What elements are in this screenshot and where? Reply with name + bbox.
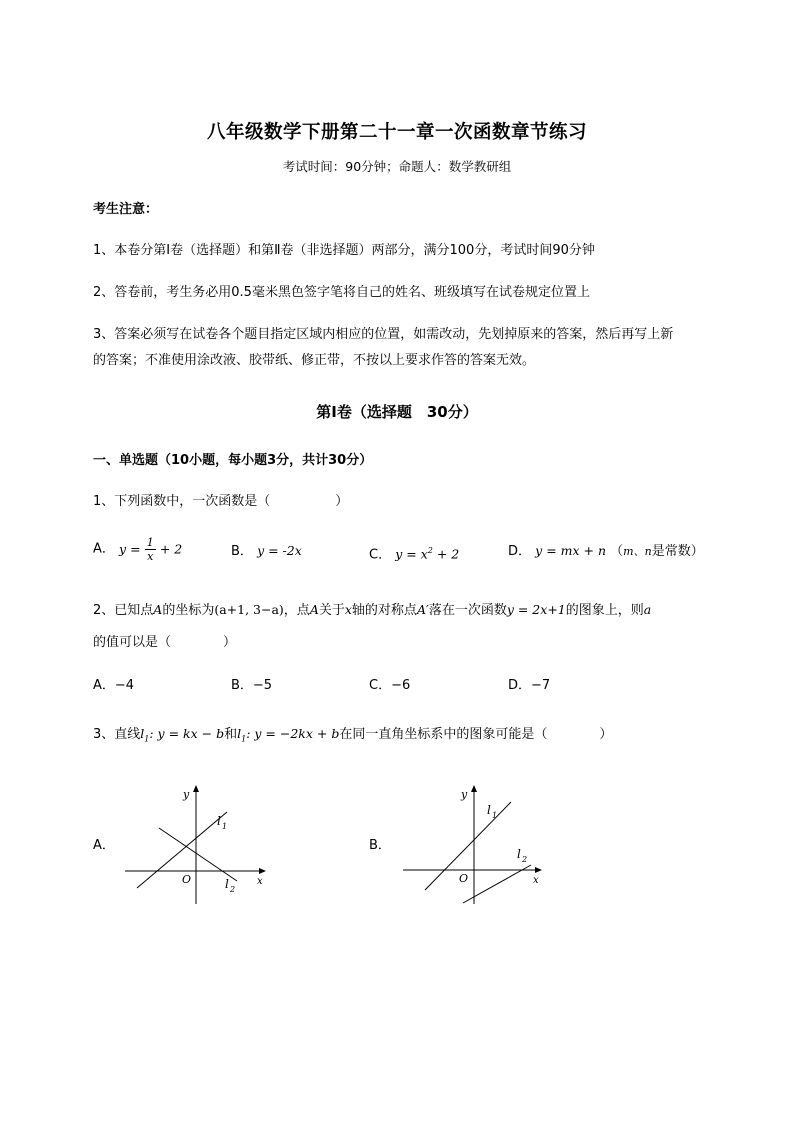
q3-text-2: 和	[224, 727, 238, 742]
q3-line-1-subscript: 1	[144, 734, 150, 744]
l1-label: l	[487, 803, 491, 817]
q1-option-d	[508, 541, 704, 562]
q1-option-a-denominator: x	[147, 550, 154, 563]
q1-option-a	[93, 536, 182, 566]
q2-var-a-2: A	[309, 602, 319, 617]
q3-line-2-subscript: 1	[241, 734, 247, 744]
origin-label: O	[459, 872, 469, 885]
section-title: 第I卷（选择题 30分）	[316, 403, 478, 421]
q1-option-a-rhs: + 2	[159, 541, 183, 557]
q1-option-a-lhs: y =	[119, 541, 141, 557]
l1-subscript: 1	[222, 822, 228, 831]
q2-coordinate: (a+1, 3−a)	[214, 602, 284, 617]
q1-stem: 1、下列函数中，一次函数是（ ）	[93, 494, 349, 509]
q3-stem	[93, 724, 612, 750]
q3-text-1: 3、直线	[93, 727, 141, 742]
q1-option-c-label: C．	[369, 547, 392, 563]
x-label: x	[257, 876, 263, 887]
q3-text-3: 在同一直角坐标系中的图象可能是（ ）	[339, 727, 613, 742]
q1-option-a-label: A．	[93, 541, 115, 557]
q1-option-c-lhs: y = x	[395, 546, 428, 562]
q2-option-b: B．−5	[231, 678, 273, 693]
notice-item-1: 1、本卷分第I卷（选择题）和第Ⅱ卷（非选择题）两部分，满分100分，考试时间90分钟	[93, 243, 595, 258]
page-title: 八年级数学下册第二十一章一次函数章节练习	[206, 122, 587, 143]
l2-label: l	[225, 877, 229, 891]
q3-line-2-symbol: l	[237, 726, 242, 741]
q3-option-b-label: B．	[369, 838, 391, 853]
part-heading: 一、单选题（10小题，每小题3分，共计30分）	[93, 453, 373, 468]
exam-subtitle: 考试时间：90分钟；命题人：数学教研组	[282, 159, 512, 174]
q2-var-a-prime: A′	[416, 602, 429, 617]
q1-option-b-label: B．	[231, 544, 253, 559]
q2-text-1: 2、已知点	[93, 603, 154, 618]
q2-text-7: 的图象上，则	[565, 603, 644, 618]
q2-option-d: D．−7	[508, 678, 551, 693]
q2-var-a: A	[153, 602, 163, 617]
q3-option-a-label: A．	[93, 838, 115, 853]
q1-option-a-numerator: 1	[146, 536, 154, 549]
q1-option-d-note-vars: m、n	[623, 545, 652, 558]
q1-option-d-note-open: （	[610, 544, 624, 559]
notice-item-3-line-1: 3、答案必须写在试卷各个题目指定区域内相应的位置，如需改动，先划掉原来的答案，然后再写上新	[93, 327, 674, 342]
q2-var-a-3: a	[643, 602, 652, 617]
l2-subscript: 2	[230, 885, 236, 894]
q1-option-c-rhs: + 2	[432, 546, 460, 562]
x-label: x	[533, 875, 539, 886]
q1-option-b-expr: y = -2x	[257, 543, 302, 558]
q2-var-x: x	[344, 602, 352, 617]
q2-option-a: A．−4	[93, 678, 135, 693]
q3-graph-a	[115, 780, 275, 905]
q2-text-5: 轴的对称点	[351, 603, 417, 618]
q2-stem-line-2: 的值可以是（ ）	[93, 635, 237, 650]
q2-text-2: 的坐标为	[162, 603, 215, 618]
q2-function: y = 2x+1	[506, 602, 566, 617]
l1-label: l	[217, 814, 221, 828]
q1-option-c-exponent: 2	[427, 546, 433, 555]
l2-subscript: 2	[522, 855, 528, 864]
notice-item-2: 2、答卷前，考生务必用0.5毫米黑色签字笔将自己的姓名、班级填写在试卷规定位置上	[93, 285, 590, 300]
origin-label: O	[182, 873, 192, 886]
l1-subscript: 1	[492, 811, 498, 820]
y-label: y	[461, 788, 468, 801]
q1-option-d-note: 是常数）	[651, 544, 704, 559]
q2-stem-line-1	[93, 600, 651, 621]
q1-option-b	[231, 541, 302, 562]
notice-heading: 考生注意：	[93, 202, 159, 217]
y-label: y	[183, 788, 190, 801]
q2-option-c: C．−6	[369, 678, 411, 693]
q3-line-1-symbol: l	[140, 726, 145, 741]
l2-label: l	[517, 847, 521, 861]
line-l2	[463, 865, 531, 903]
q1-option-a-fraction	[145, 536, 156, 563]
q3-line-2-equation: : y = −2kx + b	[246, 726, 340, 741]
q2-text-3: ，点	[283, 603, 310, 618]
q3-graph-b	[393, 780, 553, 905]
q2-text-4: 关于	[318, 603, 345, 618]
q1-option-c	[369, 541, 459, 565]
q3-line-1-equation: : y = kx − b	[149, 726, 225, 741]
q1-option-d-expr: y = mx + n	[535, 543, 607, 558]
notice-item-3-line-2: 的答案；不准使用涂改液、胶带纸、修正带，不按以上要求作答的答案无效。	[93, 353, 536, 368]
q2-text-6: 落在一次函数	[428, 603, 507, 618]
q1-option-d-label: D．	[508, 544, 532, 559]
